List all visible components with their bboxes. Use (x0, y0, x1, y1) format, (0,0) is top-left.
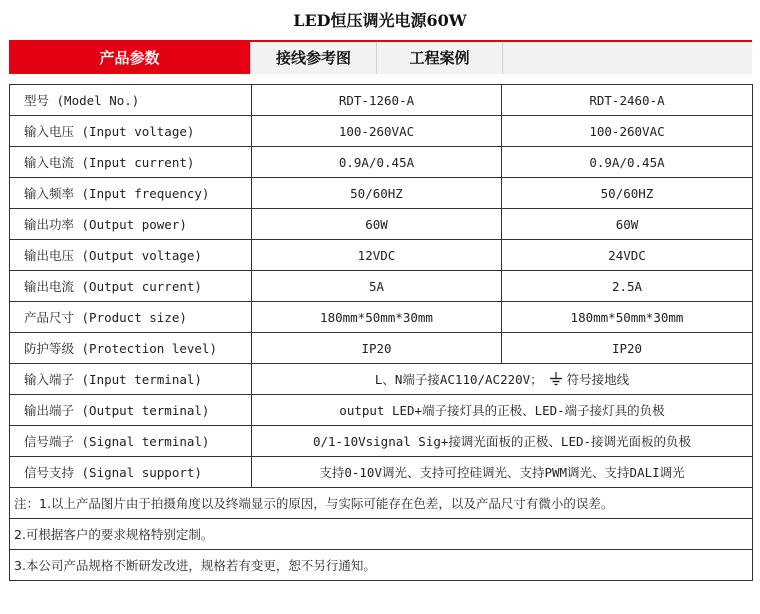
spec-table (9, 84, 753, 581)
row-value-1: 60W (252, 209, 502, 240)
row-value-merged (252, 364, 753, 395)
tab-project-cases[interactable]: 工程案例 (377, 42, 503, 74)
row-value-2: RDT-2460-A (502, 85, 753, 116)
table-row (10, 364, 753, 395)
table-row (10, 85, 753, 116)
table-row (10, 457, 753, 488)
row-label: 输出电流 (Output current) (10, 271, 252, 302)
table-row (10, 271, 753, 302)
note-row (10, 550, 753, 581)
row-value-merged: 支持0-10V调光、支持可控硅调光、支持PWM调光、支持DALI调光 (252, 457, 753, 488)
table-row (10, 333, 753, 364)
input-terminal-text-post: 符号接地线 (566, 371, 630, 387)
table-row (10, 209, 753, 240)
table-row (10, 302, 753, 333)
tab-bar (9, 40, 752, 74)
tab-bar-filler (503, 42, 752, 74)
row-value-2: 60W (502, 209, 753, 240)
ground-icon (549, 372, 563, 389)
input-terminal-text: L、N端子接AC110/AC220V； (374, 371, 543, 387)
tab-product-params[interactable]: 产品参数 (9, 42, 251, 74)
row-value-1: 5A (252, 271, 502, 302)
table-row (10, 178, 753, 209)
table-row (10, 147, 753, 178)
tab-wiring-diagram[interactable]: 接线参考图 (251, 42, 377, 74)
row-value-1: IP20 (252, 333, 502, 364)
row-label: 输出电压 (Output voltage) (10, 240, 252, 271)
row-value-2: IP20 (502, 333, 753, 364)
note-row (10, 519, 753, 550)
note-row (10, 488, 753, 519)
page-title: LED恒压调光电源60W (293, 11, 467, 30)
row-label: 输出端子 (Output terminal) (10, 395, 252, 426)
row-label: 信号端子 (Signal terminal) (10, 426, 252, 457)
row-value-2: 2.5A (502, 271, 753, 302)
row-value-1: 0.9A/0.45A (252, 147, 502, 178)
row-value-2: 100-260VAC (502, 116, 753, 147)
row-label: 型号 (Model No.) (10, 85, 252, 116)
note-1: 注：1.以上产品图片由于拍摄角度以及终端显示的原因，与实际可能存在色差，以及产品尺寸有微小的误差。 (10, 488, 753, 519)
row-label: 输入电流 (Input current) (10, 147, 252, 178)
row-label: 输出功率 (Output power) (10, 209, 252, 240)
row-value-merged: 0/1-10Vsignal Sig+接调光面板的正极、LED-接调光面板的负极 (252, 426, 753, 457)
table-row (10, 395, 753, 426)
row-label: 产品尺寸 (Product size) (10, 302, 252, 333)
row-label: 信号支持 (Signal support) (10, 457, 252, 488)
row-value-1: 100-260VAC (252, 116, 502, 147)
row-value-1: 50/60HZ (252, 178, 502, 209)
row-value-merged: output LED+端子接灯具的正极、LED-端子接灯具的负极 (252, 395, 753, 426)
row-value-2: 0.9A/0.45A (502, 147, 753, 178)
row-label: 输入频率 (Input frequency) (10, 178, 252, 209)
row-value-2: 180mm*50mm*30mm (502, 302, 753, 333)
table-row (10, 426, 753, 457)
table-row (10, 116, 753, 147)
row-value-1: 12VDC (252, 240, 502, 271)
note-3: 3.本公司产品规格不断研发改进，规格若有变更，恕不另行通知。 (10, 550, 753, 581)
row-label: 输入电压 (Input voltage) (10, 116, 252, 147)
row-label: 输入端子 (Input terminal) (10, 364, 252, 395)
note-2: 2.可根据客户的要求规格特别定制。 (10, 519, 753, 550)
row-value-2: 50/60HZ (502, 178, 753, 209)
row-label: 防护等级 (Protection level) (10, 333, 252, 364)
row-value-1: 180mm*50mm*30mm (252, 302, 502, 333)
row-value-1: RDT-1260-A (252, 85, 502, 116)
table-row (10, 240, 753, 271)
row-value-2: 24VDC (502, 240, 753, 271)
